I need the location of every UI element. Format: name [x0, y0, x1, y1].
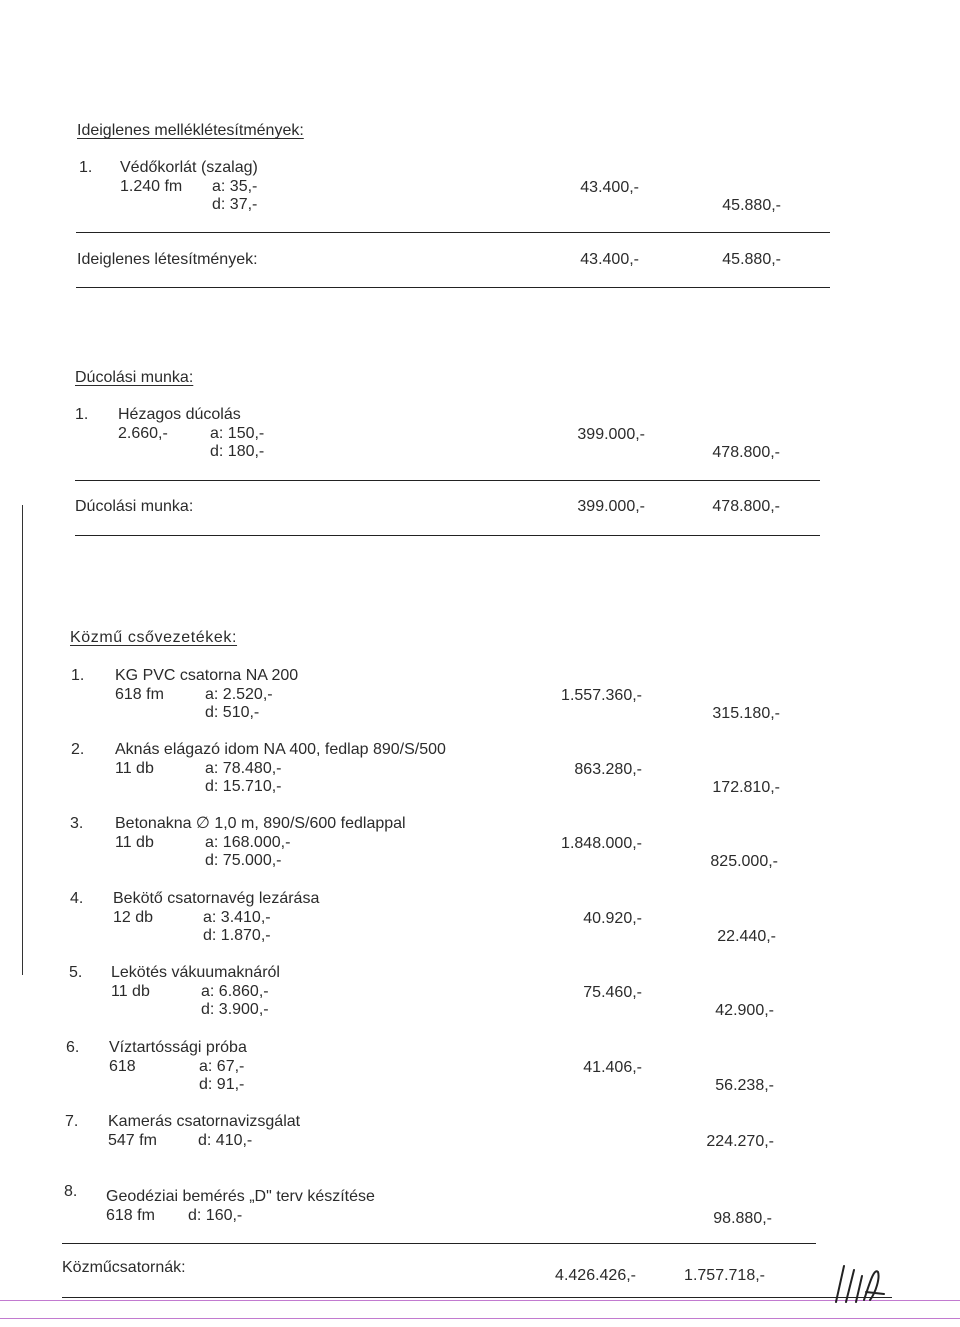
item-unit-d: d: 160,-	[188, 1207, 243, 1224]
summary-total-a: 399.000,-	[577, 498, 645, 515]
item-unit-d: d: 15.710,-	[205, 778, 282, 795]
item-number: 8.	[64, 1183, 78, 1200]
item-total-a: 41.406,-	[583, 1059, 642, 1076]
item-total-d: 224.270,-	[706, 1133, 774, 1150]
item-total-d: 45.880,-	[722, 197, 781, 214]
summary-total-a: 4.426.426,-	[555, 1267, 636, 1284]
item-number: 1.	[75, 406, 89, 423]
item-total-a: 399.000,-	[577, 426, 645, 443]
item-number: 3.	[70, 815, 84, 832]
item-unit-d: d: 180,-	[210, 443, 265, 460]
scan-artifact-line	[0, 1318, 960, 1319]
item-number: 4.	[70, 890, 84, 907]
item-name: Lekötés vákuumaknáról	[111, 964, 280, 981]
item-total-a: 863.280,-	[574, 761, 642, 778]
signature-icon	[830, 1262, 890, 1304]
item-quantity: 12 db	[113, 909, 154, 926]
item-total-a: 1.848.000,-	[561, 835, 642, 852]
item-unit-a: a: 150,-	[210, 425, 265, 442]
item-total-d: 825.000,-	[710, 853, 778, 870]
item-name: Hézagos dúcolás	[118, 406, 241, 423]
divider	[76, 232, 830, 233]
divider	[75, 535, 820, 536]
scan-artifact-line	[0, 1300, 960, 1301]
item-unit-a: a: 78.480,-	[205, 760, 282, 777]
item-name: Kamerás csatornavizsgálat	[108, 1113, 301, 1130]
item-name: Védőkorlát (szalag)	[120, 159, 258, 176]
item-unit-a: a: 6.860,-	[201, 983, 269, 1000]
section-heading-ideiglenes: Ideiglenes melléklétesítmények:	[77, 122, 304, 139]
divider	[62, 1243, 816, 1244]
item-quantity: 2.660,-	[118, 425, 168, 442]
divider	[76, 287, 830, 288]
summary-label: Közműcsatornák:	[62, 1259, 186, 1276]
item-unit-d: d: 37,-	[212, 196, 258, 213]
summary-total-d: 1.757.718,-	[684, 1267, 765, 1284]
item-total-a: 43.400,-	[580, 179, 639, 196]
item-name: Bekötő csatornavég lezárása	[113, 890, 320, 907]
item-number: 1.	[71, 667, 85, 684]
item-quantity: 11 db	[115, 760, 154, 777]
item-unit-d: d: 91,-	[199, 1076, 245, 1093]
summary-total-d: 478.800,-	[712, 498, 780, 515]
item-total-d: 172.810,-	[712, 779, 780, 796]
item-unit-a: a: 3.410,-	[203, 909, 271, 926]
item-name: Aknás elágazó idom NA 400, fedlap 890/S/500	[115, 741, 446, 758]
item-total-d: 56.238,-	[715, 1077, 774, 1094]
item-total-d: 315.180,-	[712, 705, 780, 722]
item-quantity: 547 fm	[108, 1132, 157, 1149]
item-unit-a: a: 2.520,-	[205, 686, 273, 703]
section-heading-ducolasi: Dúcolási munka:	[75, 369, 194, 386]
item-total-d: 42.900,-	[715, 1002, 774, 1019]
summary-label: Dúcolási munka:	[75, 498, 194, 515]
item-unit-a: a: 35,-	[212, 178, 258, 195]
item-total-d: 98.880,-	[713, 1210, 772, 1227]
item-total-a: 1.557.360,-	[561, 687, 642, 704]
item-name: Geodéziai bemérés „D" terv készítése	[106, 1188, 375, 1205]
item-quantity: 11 db	[115, 834, 154, 851]
item-unit-a: a: 168.000,-	[205, 834, 291, 851]
item-unit-d: d: 510,-	[205, 704, 260, 721]
item-total-d: 22.440,-	[717, 928, 776, 945]
item-total-a: 40.920,-	[583, 910, 642, 927]
item-quantity: 618	[109, 1058, 136, 1075]
item-unit-d: d: 75.000,-	[205, 852, 282, 869]
item-number: 5.	[69, 964, 83, 981]
item-name: KG PVC csatorna NA 200	[115, 667, 299, 684]
item-unit-d: d: 3.900,-	[201, 1001, 269, 1018]
summary-total-a: 43.400,-	[580, 251, 639, 268]
item-name: Víztartóssági próba	[109, 1039, 247, 1056]
item-quantity: 11 db	[111, 983, 150, 1000]
summary-label: Ideiglenes létesítmények:	[77, 251, 258, 268]
scan-margin-line	[22, 505, 23, 975]
item-quantity: 618 fm	[115, 686, 164, 703]
item-quantity: 618 fm	[106, 1207, 155, 1224]
divider	[62, 1297, 892, 1298]
item-unit-d: d: 410,-	[198, 1132, 253, 1149]
item-total-a: 75.460,-	[583, 984, 642, 1001]
divider	[75, 480, 820, 481]
item-number: 1.	[79, 159, 93, 176]
item-total-d: 478.800,-	[712, 444, 780, 461]
section-heading-kozmu: Közmű csővezetékek:	[70, 629, 238, 646]
item-unit-d: d: 1.870,-	[203, 927, 271, 944]
item-number: 6.	[66, 1039, 80, 1056]
item-name: Betonakna ∅ 1,0 m, 890/S/600 fedlappal	[115, 815, 406, 832]
item-number: 7.	[65, 1113, 79, 1130]
item-number: 2.	[71, 741, 85, 758]
item-unit-a: a: 67,-	[199, 1058, 245, 1075]
summary-total-d: 45.880,-	[722, 251, 781, 268]
item-quantity: 1.240 fm	[120, 178, 183, 195]
